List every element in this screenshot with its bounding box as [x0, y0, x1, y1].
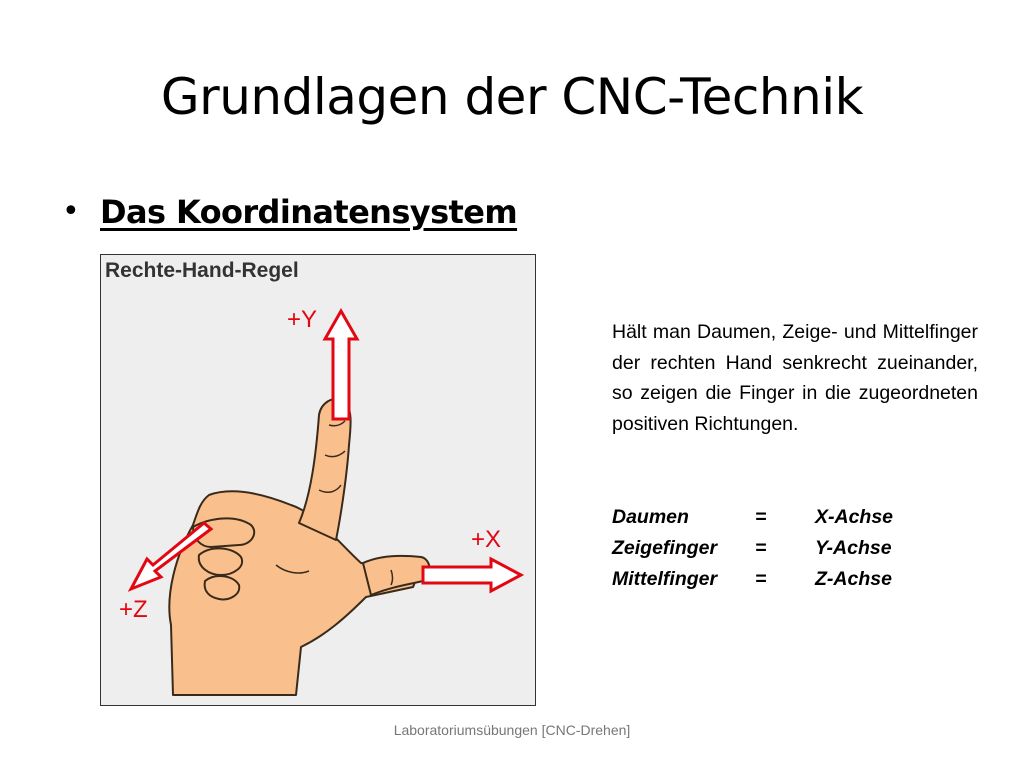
x-axis-label: +X	[471, 526, 502, 553]
axis-name: Y-Achse	[815, 537, 892, 559]
equals-sign: =	[755, 506, 767, 528]
finger-name: Daumen	[612, 506, 689, 528]
finger-axis-mapping	[612, 502, 978, 595]
section-heading: Das Koordinatensystem	[100, 193, 518, 231]
axis-mapping-row	[612, 564, 978, 595]
y-axis-label: +Y	[287, 306, 318, 333]
hand-illustration	[169, 399, 429, 695]
figure-title: Rechte-Hand-Regel	[105, 259, 299, 282]
equals-sign: =	[755, 568, 767, 590]
x-axis-arrow	[423, 559, 521, 591]
right-hand-rule-figure	[100, 254, 536, 706]
axis-mapping-row	[612, 533, 978, 564]
explanation-text: Hält man Daumen, Zeige- und Mittelfinger der rechten Hand senkrecht zueinander, so zeigen die Finger in die zugeordneten positiven Richtungen.	[612, 321, 978, 435]
bullet-marker: •	[62, 194, 80, 229]
axis-name: X-Achse	[815, 506, 894, 528]
z-axis-label: +Z	[119, 596, 148, 623]
axis-name: Z-Achse	[815, 568, 892, 590]
equals-sign: =	[755, 537, 767, 559]
slide-title: Grundlagen der CNC-Technik	[160, 68, 864, 126]
slide-footer: Laboratoriumsübungen [CNC-Drehen]	[393, 722, 631, 738]
finger-name: Mittelfinger	[612, 568, 718, 590]
axis-mapping-row	[612, 502, 978, 533]
finger-name: Zeigefinger	[612, 537, 718, 559]
